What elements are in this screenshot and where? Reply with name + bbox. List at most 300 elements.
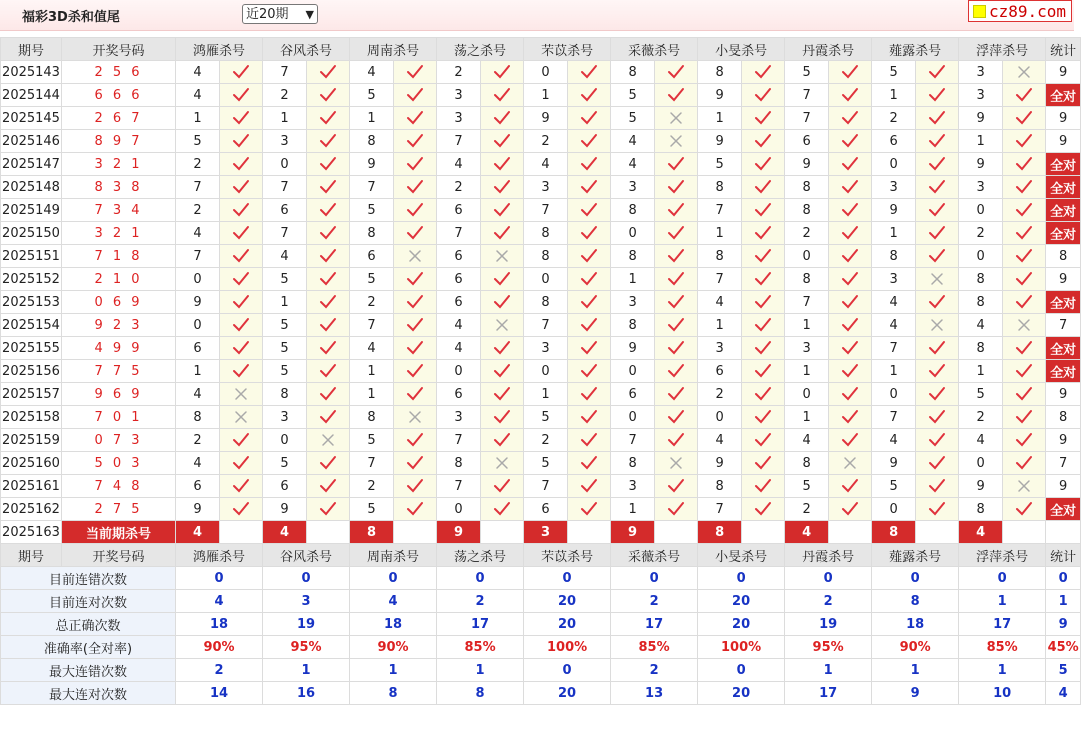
check-icon <box>1015 432 1033 448</box>
check-icon <box>667 271 685 287</box>
stat-all-correct-badge: 全对 <box>1046 176 1081 199</box>
check-icon <box>319 202 337 218</box>
result-wrong <box>829 452 872 475</box>
result-wrong <box>481 245 524 268</box>
stats-row <box>1 636 1081 659</box>
issue-number: 2025146 <box>1 130 62 153</box>
result-correct <box>307 245 350 268</box>
kill-number: 6 <box>176 475 220 498</box>
check-icon <box>928 225 946 241</box>
kill-number: 0 <box>872 153 916 176</box>
check-icon <box>1015 363 1033 379</box>
kill-number: 2 <box>524 429 568 452</box>
stat-count: 8 <box>1046 245 1081 268</box>
stat-count: 9 <box>1046 475 1081 498</box>
check-icon <box>232 133 250 149</box>
kill-number: 4 <box>263 245 307 268</box>
check-icon <box>754 432 772 448</box>
result-wrong <box>481 452 524 475</box>
draw-number: 2 6 7 <box>62 107 176 130</box>
result-correct <box>742 61 785 84</box>
kill-number: 3 <box>263 130 307 153</box>
stats-value: 8 <box>350 682 437 705</box>
result-correct <box>481 199 524 222</box>
current-kill-number: 9 <box>611 521 655 544</box>
stat-all-correct-badge: 全对 <box>1046 291 1081 314</box>
col-header-issue: 期号 <box>1 38 62 61</box>
kill-number: 1 <box>263 291 307 314</box>
stats-label: 目前连对次数 <box>1 590 176 613</box>
check-icon <box>580 501 598 517</box>
check-icon <box>493 110 511 126</box>
empty-cell <box>1046 521 1081 544</box>
check-icon <box>493 432 511 448</box>
draw-number: 3 2 1 <box>62 153 176 176</box>
col-header-stat: 统计 <box>1046 38 1081 61</box>
check-icon <box>928 501 946 517</box>
result-wrong <box>481 314 524 337</box>
result-correct <box>916 383 959 406</box>
result-correct <box>655 406 698 429</box>
check-icon <box>493 409 511 425</box>
result-correct <box>1003 130 1046 153</box>
kill-number: 7 <box>698 199 742 222</box>
stats-value: 20 <box>698 590 785 613</box>
check-icon <box>406 340 424 356</box>
kill-number: 6 <box>611 383 655 406</box>
stats-value: 0 <box>698 659 785 682</box>
check-icon <box>841 317 859 333</box>
kill-number: 1 <box>785 314 829 337</box>
check-icon <box>754 202 772 218</box>
kill-number: 8 <box>698 176 742 199</box>
result-correct <box>742 222 785 245</box>
empty-cell <box>1003 521 1046 544</box>
stats-value: 19 <box>785 613 872 636</box>
check-icon <box>406 386 424 402</box>
result-correct <box>916 84 959 107</box>
site-logo[interactable] <box>968 0 1072 22</box>
current-kill-number: 4 <box>263 521 307 544</box>
result-correct <box>568 498 611 521</box>
table-row <box>1 291 1081 314</box>
stats-label: 准确率(全对率) <box>1 636 176 659</box>
empty-cell <box>568 521 611 544</box>
result-correct <box>742 429 785 452</box>
result-correct <box>307 360 350 383</box>
check-icon <box>493 294 511 310</box>
check-icon <box>754 156 772 172</box>
col-header-expert: 小旻杀号 <box>698 38 785 61</box>
kill-number: 9 <box>263 498 307 521</box>
check-icon <box>319 409 337 425</box>
result-correct <box>829 406 872 429</box>
result-wrong <box>916 268 959 291</box>
cross-icon <box>667 133 685 149</box>
check-icon <box>667 64 685 80</box>
check-icon <box>841 340 859 356</box>
stats-label: 最大连错次数 <box>1 659 176 682</box>
kill-number: 1 <box>611 268 655 291</box>
check-icon <box>319 478 337 494</box>
check-icon <box>928 363 946 379</box>
kill-number: 1 <box>872 84 916 107</box>
result-correct <box>481 406 524 429</box>
col-header-expert: 丹霞杀号 <box>785 38 872 61</box>
cross-icon <box>406 248 424 264</box>
stats-value: 17 <box>959 613 1046 636</box>
col-header-expert: 谷风杀号 <box>263 544 350 567</box>
stats-value: 100% <box>524 636 611 659</box>
draw-number: 0 7 3 <box>62 429 176 452</box>
empty-cell <box>655 521 698 544</box>
result-wrong <box>394 245 437 268</box>
stats-value: 2 <box>176 659 263 682</box>
col-header-expert: 谷风杀号 <box>263 38 350 61</box>
kill-number: 4 <box>698 429 742 452</box>
result-correct <box>916 107 959 130</box>
check-icon <box>232 317 250 333</box>
kill-number: 8 <box>698 475 742 498</box>
check-icon <box>232 156 250 172</box>
result-correct <box>916 153 959 176</box>
check-icon <box>493 87 511 103</box>
result-correct <box>916 498 959 521</box>
stats-total: 0 <box>1046 567 1081 590</box>
kill-number: 8 <box>785 199 829 222</box>
stats-label: 总正确次数 <box>1 613 176 636</box>
kill-number: 8 <box>176 406 220 429</box>
page-title: 福彩3D杀和值尾 <box>22 10 120 25</box>
check-icon <box>667 294 685 310</box>
kill-number: 4 <box>350 61 394 84</box>
result-wrong <box>655 452 698 475</box>
kill-number: 9 <box>176 291 220 314</box>
result-correct <box>220 337 263 360</box>
stats-value: 2 <box>437 590 524 613</box>
cross-icon <box>667 455 685 471</box>
result-correct <box>829 245 872 268</box>
cross-icon <box>319 432 337 448</box>
result-correct <box>742 84 785 107</box>
check-icon <box>841 225 859 241</box>
stats-value: 17 <box>611 613 698 636</box>
result-correct <box>1003 107 1046 130</box>
result-correct <box>742 107 785 130</box>
check-icon <box>928 64 946 80</box>
result-correct <box>568 337 611 360</box>
kill-number: 5 <box>263 452 307 475</box>
result-correct <box>655 176 698 199</box>
result-correct <box>916 475 959 498</box>
table-row <box>1 406 1081 429</box>
check-icon <box>841 156 859 172</box>
kill-number: 1 <box>698 314 742 337</box>
result-correct <box>307 406 350 429</box>
current-issue-row <box>1 521 1081 544</box>
check-icon <box>493 133 511 149</box>
col-header-expert: 芣苡杀号 <box>524 38 611 61</box>
kill-number: 7 <box>611 429 655 452</box>
kill-number: 9 <box>698 130 742 153</box>
result-correct <box>220 130 263 153</box>
check-icon <box>580 478 598 494</box>
kill-number: 0 <box>698 406 742 429</box>
kill-number: 1 <box>698 222 742 245</box>
kill-number: 6 <box>437 199 481 222</box>
col-header-expert: 鸿雁杀号 <box>176 544 263 567</box>
result-correct <box>655 153 698 176</box>
kill-number: 4 <box>959 314 1003 337</box>
result-correct <box>568 452 611 475</box>
cross-icon <box>1015 478 1033 494</box>
empty-cell <box>742 521 785 544</box>
kill-number: 6 <box>437 383 481 406</box>
result-correct <box>742 406 785 429</box>
result-correct <box>307 291 350 314</box>
result-correct <box>481 84 524 107</box>
check-icon <box>406 455 424 471</box>
kill-number: 4 <box>785 429 829 452</box>
result-correct <box>307 314 350 337</box>
kill-number: 0 <box>524 268 568 291</box>
kill-number: 8 <box>872 245 916 268</box>
kill-number: 8 <box>611 452 655 475</box>
result-correct <box>220 314 263 337</box>
result-correct <box>829 153 872 176</box>
check-icon <box>667 340 685 356</box>
cross-icon <box>406 409 424 425</box>
kill-number: 6 <box>437 291 481 314</box>
draw-number: 7 0 1 <box>62 406 176 429</box>
result-correct <box>1003 360 1046 383</box>
draw-number: 4 9 9 <box>62 337 176 360</box>
period-select[interactable] <box>242 4 318 24</box>
col-header-draw: 开奖号码 <box>62 38 176 61</box>
check-icon <box>1015 225 1033 241</box>
result-correct <box>916 337 959 360</box>
result-correct <box>1003 222 1046 245</box>
result-correct <box>394 61 437 84</box>
result-correct <box>568 475 611 498</box>
kill-number: 7 <box>263 61 307 84</box>
draw-number: 3 2 1 <box>62 222 176 245</box>
result-correct <box>481 291 524 314</box>
result-correct <box>307 337 350 360</box>
draw-number: 9 6 9 <box>62 383 176 406</box>
check-icon <box>667 501 685 517</box>
draw-number: 5 0 3 <box>62 452 176 475</box>
cross-icon <box>928 271 946 287</box>
stats-value: 18 <box>350 613 437 636</box>
check-icon <box>928 455 946 471</box>
check-icon <box>667 202 685 218</box>
stats-value: 20 <box>524 682 611 705</box>
kill-table <box>0 37 1081 705</box>
header-row <box>1 38 1081 61</box>
stats-value: 0 <box>176 567 263 590</box>
col-header-expert: 采薇杀号 <box>611 38 698 61</box>
kill-number: 7 <box>524 475 568 498</box>
check-icon <box>841 432 859 448</box>
kill-number: 7 <box>350 314 394 337</box>
logo-square-icon <box>973 5 986 18</box>
result-correct <box>307 107 350 130</box>
result-correct <box>655 291 698 314</box>
check-icon <box>1015 409 1033 425</box>
kill-number: 0 <box>785 245 829 268</box>
result-correct <box>829 429 872 452</box>
cross-icon <box>1015 64 1033 80</box>
result-correct <box>916 245 959 268</box>
result-correct <box>394 429 437 452</box>
stat-count: 7 <box>1046 452 1081 475</box>
issue-number: 2025163 <box>1 521 62 544</box>
kill-number: 5 <box>524 452 568 475</box>
stats-value: 2 <box>611 590 698 613</box>
draw-number: 8 9 7 <box>62 130 176 153</box>
check-icon <box>1015 87 1033 103</box>
kill-number: 3 <box>872 176 916 199</box>
kill-number: 4 <box>611 130 655 153</box>
check-icon <box>928 156 946 172</box>
table-row <box>1 84 1081 107</box>
kill-number: 3 <box>959 61 1003 84</box>
kill-number: 8 <box>698 61 742 84</box>
check-icon <box>1015 133 1033 149</box>
col-header-expert: 周南杀号 <box>350 544 437 567</box>
result-correct <box>394 199 437 222</box>
issue-number: 2025151 <box>1 245 62 268</box>
kill-number: 9 <box>959 475 1003 498</box>
check-icon <box>580 317 598 333</box>
check-icon <box>580 363 598 379</box>
kill-number: 0 <box>437 360 481 383</box>
stats-label: 最大连对次数 <box>1 682 176 705</box>
stat-count: 9 <box>1046 429 1081 452</box>
cross-icon <box>493 455 511 471</box>
issue-number: 2025156 <box>1 360 62 383</box>
kill-number: 2 <box>437 61 481 84</box>
result-correct <box>742 268 785 291</box>
check-icon <box>319 179 337 195</box>
kill-number: 7 <box>263 176 307 199</box>
check-icon <box>580 340 598 356</box>
kill-number: 3 <box>263 406 307 429</box>
check-icon <box>841 386 859 402</box>
col-header-expert: 小旻杀号 <box>698 544 785 567</box>
draw-number: 7 1 8 <box>62 245 176 268</box>
result-correct <box>307 199 350 222</box>
result-correct <box>220 498 263 521</box>
kill-number: 9 <box>872 452 916 475</box>
check-icon <box>319 87 337 103</box>
result-correct <box>307 498 350 521</box>
issue-number: 2025154 <box>1 314 62 337</box>
check-icon <box>232 110 250 126</box>
result-correct <box>568 360 611 383</box>
result-correct <box>220 84 263 107</box>
kill-number: 8 <box>437 452 481 475</box>
result-correct <box>829 268 872 291</box>
issue-number: 2025148 <box>1 176 62 199</box>
result-correct <box>394 84 437 107</box>
kill-number: 2 <box>350 475 394 498</box>
kill-number: 2 <box>176 199 220 222</box>
kill-number: 0 <box>176 268 220 291</box>
check-icon <box>406 202 424 218</box>
check-icon <box>754 271 772 287</box>
cross-icon <box>667 110 685 126</box>
result-wrong <box>916 314 959 337</box>
result-correct <box>916 199 959 222</box>
stat-all-correct-badge: 全对 <box>1046 222 1081 245</box>
check-icon <box>232 87 250 103</box>
table-row <box>1 475 1081 498</box>
kill-number: 4 <box>176 222 220 245</box>
kill-number: 5 <box>263 337 307 360</box>
chevron-down-icon: ▼ <box>305 8 314 21</box>
check-icon <box>493 202 511 218</box>
kill-number: 6 <box>263 475 307 498</box>
stats-value: 18 <box>872 613 959 636</box>
check-icon <box>580 110 598 126</box>
result-correct <box>481 107 524 130</box>
stats-label: 目前连错次数 <box>1 567 176 590</box>
col-header-expert: 薤露杀号 <box>872 544 959 567</box>
stat-all-correct-badge: 全对 <box>1046 337 1081 360</box>
result-wrong <box>1003 61 1046 84</box>
result-correct <box>568 153 611 176</box>
check-icon <box>667 478 685 494</box>
header-row <box>1 544 1081 567</box>
issue-number: 2025152 <box>1 268 62 291</box>
stats-total: 9 <box>1046 613 1081 636</box>
kill-number: 2 <box>176 153 220 176</box>
table-row <box>1 130 1081 153</box>
result-correct <box>220 475 263 498</box>
result-correct <box>829 199 872 222</box>
stats-value: 2 <box>785 590 872 613</box>
kill-number: 0 <box>872 498 916 521</box>
check-icon <box>1015 340 1033 356</box>
check-icon <box>232 455 250 471</box>
kill-number: 5 <box>350 84 394 107</box>
check-icon <box>580 202 598 218</box>
result-correct <box>568 429 611 452</box>
stats-value: 0 <box>350 567 437 590</box>
current-kill-number: 3 <box>524 521 568 544</box>
result-correct <box>655 84 698 107</box>
kill-number: 7 <box>437 130 481 153</box>
check-icon <box>319 386 337 402</box>
empty-cell <box>916 521 959 544</box>
check-icon <box>754 455 772 471</box>
kill-number: 7 <box>437 475 481 498</box>
kill-number: 9 <box>611 337 655 360</box>
check-icon <box>406 133 424 149</box>
stats-value: 1 <box>959 590 1046 613</box>
empty-cell <box>829 521 872 544</box>
kill-number: 3 <box>524 176 568 199</box>
result-correct <box>307 61 350 84</box>
result-correct <box>742 360 785 383</box>
check-icon <box>667 179 685 195</box>
col-header-expert: 荡之杀号 <box>437 544 524 567</box>
kill-number: 7 <box>350 176 394 199</box>
result-correct <box>394 153 437 176</box>
col-header-expert: 芣苡杀号 <box>524 544 611 567</box>
